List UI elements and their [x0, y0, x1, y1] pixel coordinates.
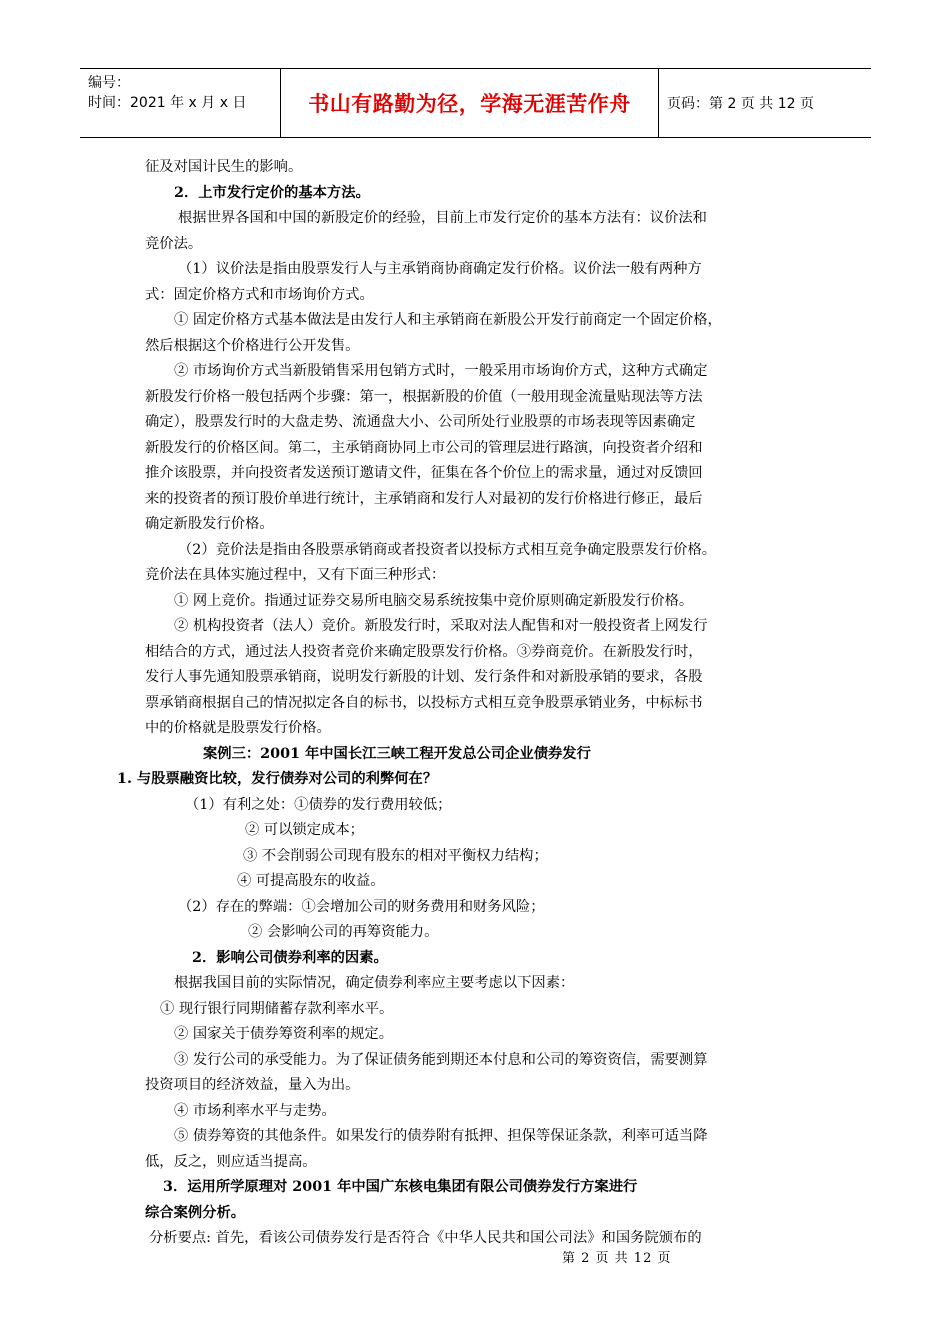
text-line: ④ 市场利率水平与走势。	[174, 1102, 336, 1119]
header-number: 编号：	[88, 75, 130, 91]
text-line: 确定），股票发行时的大盘走势、流通盘大小、公司所处行业股票的市场表现等因素确定	[145, 414, 696, 430]
text-line: 票承销商根据自己的情况拟定各自的标书，以投标方式相互竞争股票承销业务，中标标书	[145, 694, 703, 711]
text-line: 来的投资者的预订股价单进行统计，主承销商和发行人对最初的发行价格进行修正，最后	[145, 490, 703, 507]
text-line: 竞价法。	[145, 235, 203, 252]
document-body	[117, 155, 811, 1252]
text-line: 然后根据这个价格进行公开发售。	[145, 337, 360, 354]
text-line: （2）竞价法是指由各股票承销商或者投资者以投标方式相互竞争确定股票发行价格。	[178, 541, 717, 558]
text-line: ① 网上竞价。指通过证券交易所电脑交易系统按集中竞价原则确定新股发行价格。	[174, 592, 694, 609]
text-line: ② 可以锁定成本；	[245, 822, 364, 838]
text-line: （1）议价法是指由股票发行人与主承销商协商确定发行价格。议价法一般有两种方	[178, 261, 702, 277]
text-line: ① 固定价格方式基本做法是由发行人和主承销商在新股公开发行前商定一个固定价格，	[174, 312, 722, 328]
document-header	[80, 68, 871, 138]
text-line: 征及对国计民生的影响。	[145, 159, 303, 175]
text-line: 案例三：2001 年中国长江三峡工程开发总公司企业债券发行	[203, 745, 591, 762]
text-line: 新股发行的价格区间。第二，主承销商协同上市公司的管理层进行路演，向投资者介绍和	[145, 439, 703, 456]
text-line: 新股发行价格一般包括两个步骤：第一，根据新股的价值（一般用现金流量贴现法等方法	[145, 388, 703, 405]
text-line: 根据世界各国和中国的新股定价的经验，目前上市发行定价的基本方法有：议价法和	[178, 210, 707, 226]
text-line: ⑤ 债券筹资的其他条件。如果发行的债券附有抵押、担保等保证条款，利率可适当降	[174, 1128, 708, 1144]
text-line: 低，反之，则应适当提高。	[145, 1153, 317, 1170]
text-line: 分析要点: 首先，看该公司债券发行是否符合《中华人民共和国公司法》和国务院颁布的	[149, 1230, 702, 1246]
text-line: ② 会影响公司的再筹资能力。	[248, 924, 439, 940]
text-line: ③ 发行公司的承受能力。为了保证债务能到期还本付息和公司的筹资资信，需要测算	[174, 1051, 708, 1068]
text-line: 相结合的方式，通过法人投资者竞价来确定股票发行价格。③券商竞价。在新股发行时，	[145, 643, 703, 660]
text-line: 式：固定价格方式和市场询价方式。	[145, 286, 374, 303]
text-line: ② 国家关于债券筹资利率的规定。	[174, 1026, 393, 1042]
header-meta	[80, 69, 281, 137]
header-page-info: 页码：第 2 页 共 12 页	[667, 96, 814, 112]
text-line: 综合案例分析。	[145, 1204, 246, 1221]
text-line: 推介该股票，并向投资者发送预订邀请文件，征集在各个价位上的需求量，通过对反馈回	[145, 465, 703, 481]
text-line: 发行人事先通知股票承销商，说明发行新股的计划、发行条件和对新股承销的要求，各股	[145, 669, 703, 685]
text-line: 投资项目的经济效益，量入为出。	[145, 1077, 360, 1093]
text-line: ② 市场询价方式当新股销售采用包销方式时，一般采用市场询价方式，这种方式确定	[174, 363, 708, 379]
page-footer: 第 2 页 共 12 页	[562, 1251, 672, 1266]
text-line: 中的价格就是股票发行价格。	[145, 720, 331, 736]
text-line: 竞价法在具体实施过程中，又有下面三种形式：	[145, 567, 446, 583]
text-line: 1. 与股票融资比较，发行债券对公司的利弊何在？	[117, 771, 438, 787]
text-line: ④ 可提高股东的收益。	[237, 873, 385, 889]
text-line: ③ 不会削弱公司现有股东的相对平衡权力结构；	[243, 847, 548, 864]
text-line: 根据我国目前的实际情况，确定债券利率应主要考虑以下因素：	[174, 975, 575, 991]
text-line: （1）有利之处：①债券的发行费用较低；	[185, 796, 452, 813]
header-motto: 书山有路勤为径，学海无涯苦作舟	[281, 69, 659, 137]
text-line: （2）存在的弊端：①会增加公司的财务费用和财务风险；	[178, 898, 545, 915]
text-line: 2．影响公司债券利率的因素。	[192, 949, 388, 966]
text-line: 确定新股发行价格。	[145, 516, 274, 532]
text-line: ① 现行银行同期储蓄存款利率水平。	[160, 1000, 394, 1017]
text-line: 2．上市发行定价的基本方法。	[174, 184, 370, 201]
text-line: 3．运用所学原理对 2001 年中国广东核电集团有限公司债券发行方案进行	[163, 1179, 638, 1195]
text-line: ② 机构投资者（法人）竞价。新股发行时，采取对法人配售和对一般投资者上网发行	[174, 618, 708, 634]
header-time: 时间：2021 年 x 月 x 日	[88, 95, 247, 111]
